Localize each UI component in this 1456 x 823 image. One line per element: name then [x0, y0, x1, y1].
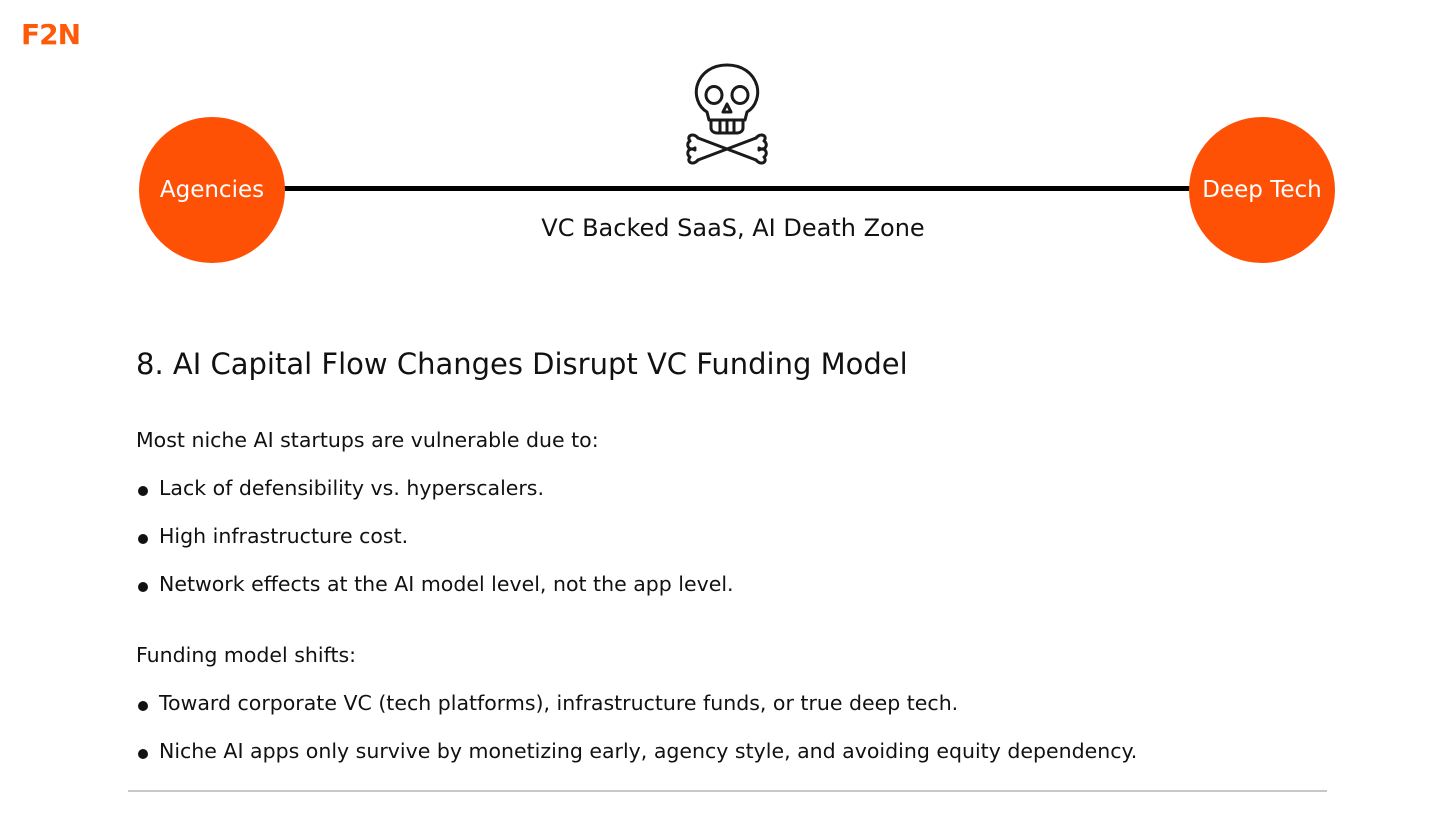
- spectrum-diagram: [0, 0, 1456, 290]
- deep-tech-label: Deep Tech: [1202, 177, 1322, 203]
- spectrum-line: [284, 186, 1190, 191]
- section-heading: 8. AI Capital Flow Changes Disrupt VC Funding Model: [136, 347, 908, 381]
- list-item: Network effects at the AI model level, not the app level.: [136, 570, 1326, 598]
- list-item: Niche AI apps only survive by monetizing early, agency style, and avoiding equity dependency.: [136, 737, 1326, 765]
- funding-shift-list: [136, 689, 1326, 765]
- agencies-label: Agencies: [159, 177, 265, 203]
- list-item: High infrastructure cost.: [136, 522, 1326, 550]
- brand-logo: F2N: [21, 18, 81, 51]
- funding-shift-intro: Funding model shifts:: [136, 643, 357, 667]
- vulnerability-intro: Most niche AI startups are vulnerable due to:: [136, 428, 599, 452]
- bottom-divider: [128, 790, 1327, 792]
- death-zone-label: VC Backed SaaS, AI Death Zone: [541, 214, 925, 242]
- skull-and-crossbones-icon: [683, 60, 771, 168]
- list-item: Toward corporate VC (tech platforms), infrastructure funds, or true deep tech.: [136, 689, 1326, 717]
- section-content: [136, 344, 1326, 785]
- list-item: Lack of defensibility vs. hyperscalers.: [136, 474, 1326, 502]
- vulnerability-list: [136, 474, 1326, 598]
